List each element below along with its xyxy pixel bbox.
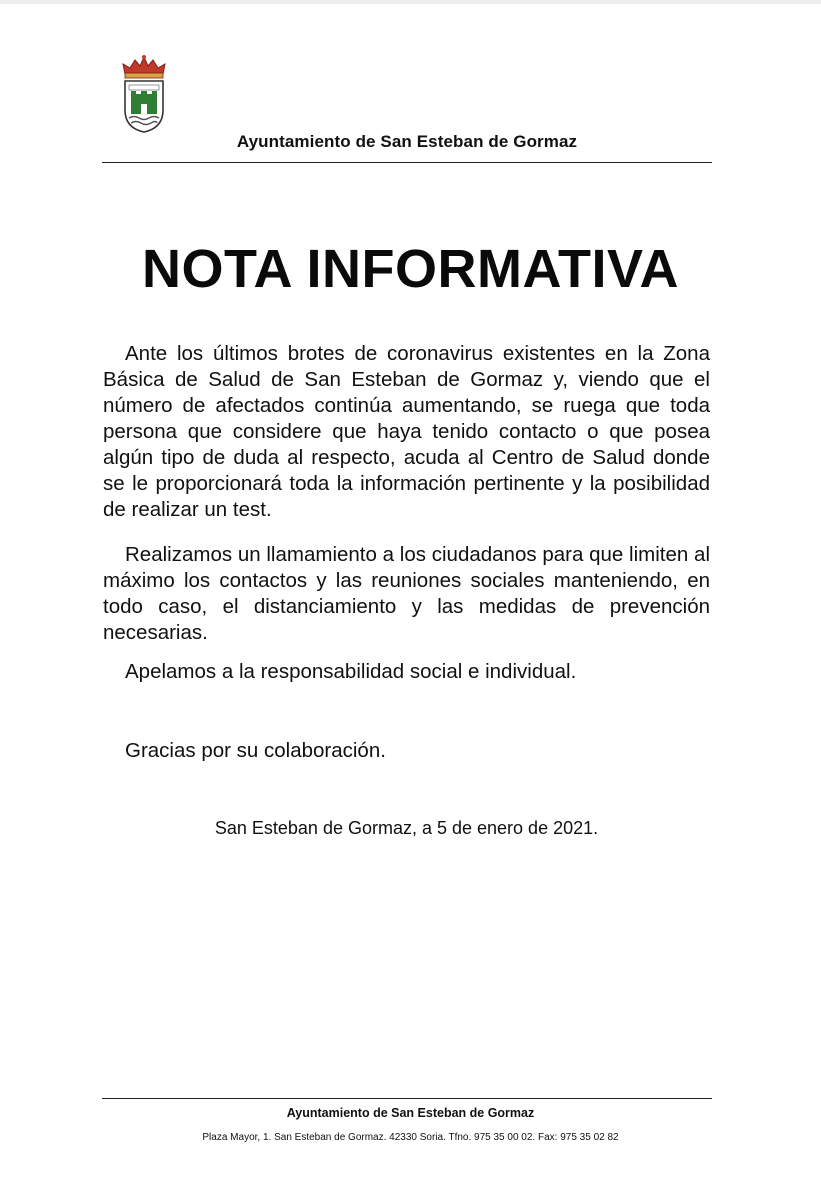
footer-divider [102,1098,712,1099]
closing-thanks: Gracias por su colaboración. [125,739,386,762]
header-organization: Ayuntamiento de San Esteban de Gormaz [236,132,578,151]
body-paragraph-2: Realizamos un llamamiento a los ciudadanos para que limiten al máximo los contactos y las reuniones sociales manteniendo, en todo caso, el distanciamiento y las medidas de prevención necesarias. [103,543,710,644]
body-paragraph-1: Ante los últimos brotes de coronavirus existentes en la Zona Básica de Salud de San Esteban de Gormaz y, viendo que el número de afectados continúa aumentando, se ruega que toda persona que considere que haya tenido contacto o que posea algún tipo de duda al respecto, acuda al Centro de Salud donde se le proporcionará toda la información pertinente y la posibilidad de realizar un test. [103,342,710,521]
header-divider [102,162,712,163]
footer-address: Plaza Mayor, 1. San Esteban de Gormaz. 42330 Soria. Tfno. 975 35 00 02. Fax: 975 35 02 82 [202,1132,619,1143]
footer-organization: Ayuntamiento de San Esteban de Gormaz [286,1106,535,1120]
top-edge-strip [0,0,821,4]
place-and-date [0,818,821,839]
place-date-text: San Esteban de Gormaz, a 5 de enero de 2021. [214,818,599,838]
page-title: NOTA INFORMATIVA [142,239,679,299]
body-paragraph-3: Apelamos a la responsabilidad social e individual. [125,660,577,683]
municipal-coat-of-arms-icon [120,52,168,134]
